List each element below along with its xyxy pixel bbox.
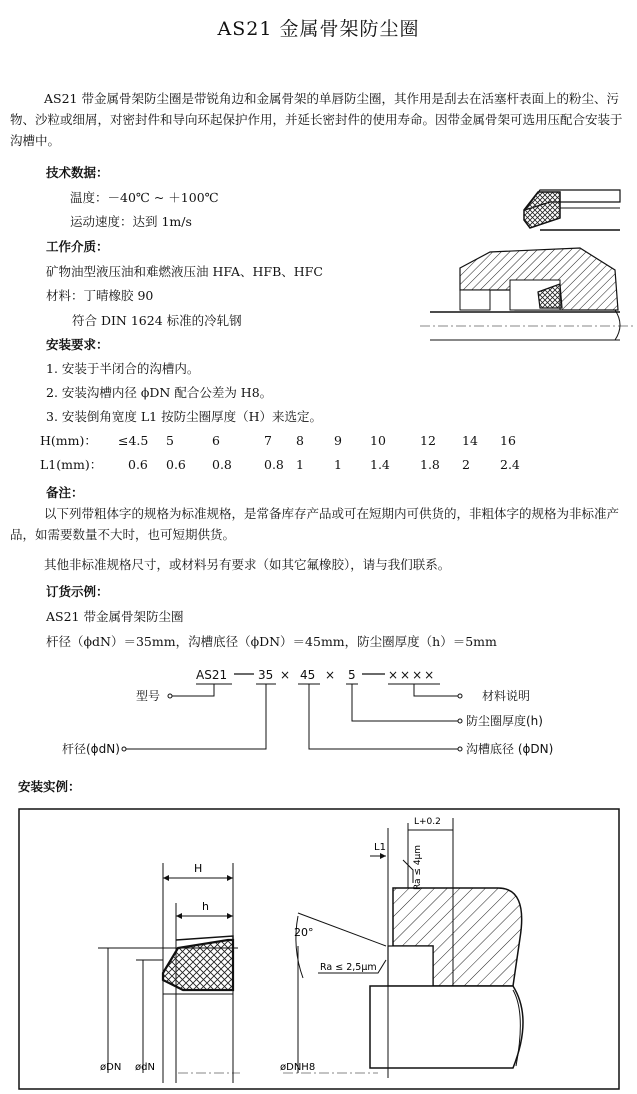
roughness-face: Ra ≤ 4μm bbox=[413, 844, 423, 890]
install-item-3: 3. 安装倒角宽度 L1 按防尘圈厚度（H）来选定。 bbox=[46, 409, 323, 424]
medium-line: 矿物油型液压油和难燃液压油 HFA、HFB、HFC bbox=[46, 264, 323, 279]
temp-line: 温度：－40℃ ~ ＋100℃ bbox=[70, 190, 219, 205]
product-section-drawing bbox=[420, 180, 635, 350]
label-type: 型号 bbox=[136, 689, 161, 703]
label-rod: 杆径(ϕdN) bbox=[62, 742, 120, 756]
page-title: AS21 金属骨架防尘圈 bbox=[217, 18, 420, 40]
table-cell: ≤4.5 bbox=[118, 432, 149, 448]
table-cell: 10 bbox=[370, 432, 386, 448]
install-heading: 安装要求： bbox=[46, 337, 109, 352]
dim-H: H bbox=[194, 862, 203, 875]
table-cell: 2 bbox=[462, 456, 470, 472]
table-cell: 8 bbox=[296, 432, 304, 448]
table-cell: 7 bbox=[264, 432, 272, 448]
order-name: AS21 带金属骨架防尘圈 bbox=[46, 609, 184, 624]
example-heading: 安装实例： bbox=[18, 779, 81, 794]
label-material: 材料说明 bbox=[482, 689, 531, 703]
table-cell: 14 bbox=[462, 432, 478, 448]
table-cell: 1.8 bbox=[420, 456, 440, 472]
figure-frame bbox=[19, 809, 619, 1089]
order-spec: 杆径（ϕdN）＝35mm，沟槽底径（ϕDN）＝45mm，防尘圈厚度（h）＝5mm bbox=[46, 634, 497, 649]
code-times-2: × bbox=[325, 668, 336, 682]
dim-h: h bbox=[202, 900, 209, 913]
tech-heading: 技术数据： bbox=[46, 165, 109, 180]
table-cell: 5 bbox=[166, 432, 174, 448]
dim-DNH8: øDNH8 bbox=[280, 1062, 316, 1073]
chamfer-table bbox=[40, 428, 530, 476]
table-cell: 12 bbox=[420, 432, 436, 448]
installation-example-figure bbox=[18, 808, 620, 1090]
code-thickness: 5 bbox=[348, 668, 356, 682]
code-times-1: × bbox=[280, 668, 291, 682]
table-cell: 2.4 bbox=[500, 456, 520, 472]
roughness-groove: Ra ≤ 2,5μm bbox=[320, 962, 377, 973]
table-cell: 0.8 bbox=[212, 456, 232, 472]
code-rod: 35 bbox=[258, 668, 274, 682]
installation-drawing bbox=[420, 248, 635, 340]
install-item-2: 2. 安装沟槽内径 ϕDN 配合公差为 H8。 bbox=[46, 385, 273, 400]
dim-L1: L1 bbox=[374, 842, 386, 853]
seal-profile-small bbox=[524, 190, 620, 230]
medium-heading: 工作介质： bbox=[46, 239, 109, 254]
material-line: 材料：丁晴橡胶 90 bbox=[46, 288, 154, 303]
install-item-1: 1. 安装于半闭合的沟槽内。 bbox=[46, 361, 200, 376]
speed-line: 运动速度：达到 1m/s bbox=[70, 214, 192, 229]
dim-DN: øDN bbox=[100, 1062, 122, 1073]
notes-heading: 备注： bbox=[46, 485, 84, 500]
notes-paragraph-1: 以下列带粗体字的规格为标准规格，是常备库存产品或可在短期内可供货的，非粗体字的规格为非标准产品，如需要数量不大时，也可短期供货。 bbox=[10, 506, 620, 542]
order-code-diagram bbox=[0, 655, 637, 765]
intro-paragraph: AS21 带金属骨架防尘圈是带锐角边和金属骨架的单唇防尘圈，其作用是刮去在活塞杆表面上的粉尘、污物、沙粒或细屑，对密封件和导向环起保护作用，并延长密封件的使用寿命。因带金属骨架可选用压配合安装于沟槽中。 bbox=[10, 91, 623, 148]
code-material: ×××× bbox=[388, 668, 437, 682]
notes-paragraph-2: 其他非标准规格尺寸，或材料另有要求（如其它氟橡胶），请与我们联系。 bbox=[44, 557, 451, 572]
table-cell: 1.4 bbox=[370, 456, 390, 472]
material2-line: 符合 DIN 1624 标准的冷轧钢 bbox=[72, 313, 242, 328]
label-thickness: 防尘圈厚度(h) bbox=[466, 714, 543, 728]
dim-L: L+0.2 bbox=[414, 817, 441, 827]
table-cell: 1 bbox=[296, 456, 304, 472]
dim-dN: ødN bbox=[135, 1062, 155, 1073]
label-groove: 沟槽底径 (ϕDN) bbox=[466, 742, 554, 756]
table-cell: 9 bbox=[334, 432, 342, 448]
table-cell: 6 bbox=[212, 432, 220, 448]
table-cell: 0.6 bbox=[128, 456, 148, 472]
table-row-h bbox=[40, 428, 530, 452]
table-cell: 0.6 bbox=[166, 456, 186, 472]
l-label: L1(mm)： bbox=[40, 457, 103, 472]
table-cell: 16 bbox=[500, 432, 516, 448]
code-groove: 45 bbox=[300, 668, 316, 682]
table-row-l bbox=[40, 452, 530, 476]
table-cell: 1 bbox=[334, 456, 342, 472]
code-type: AS21 bbox=[196, 668, 228, 682]
dim-angle: 20° bbox=[294, 926, 314, 939]
table-cell: 0.8 bbox=[264, 456, 284, 472]
order-heading: 订货示例： bbox=[46, 584, 109, 599]
h-label: H(mm)： bbox=[40, 433, 97, 448]
